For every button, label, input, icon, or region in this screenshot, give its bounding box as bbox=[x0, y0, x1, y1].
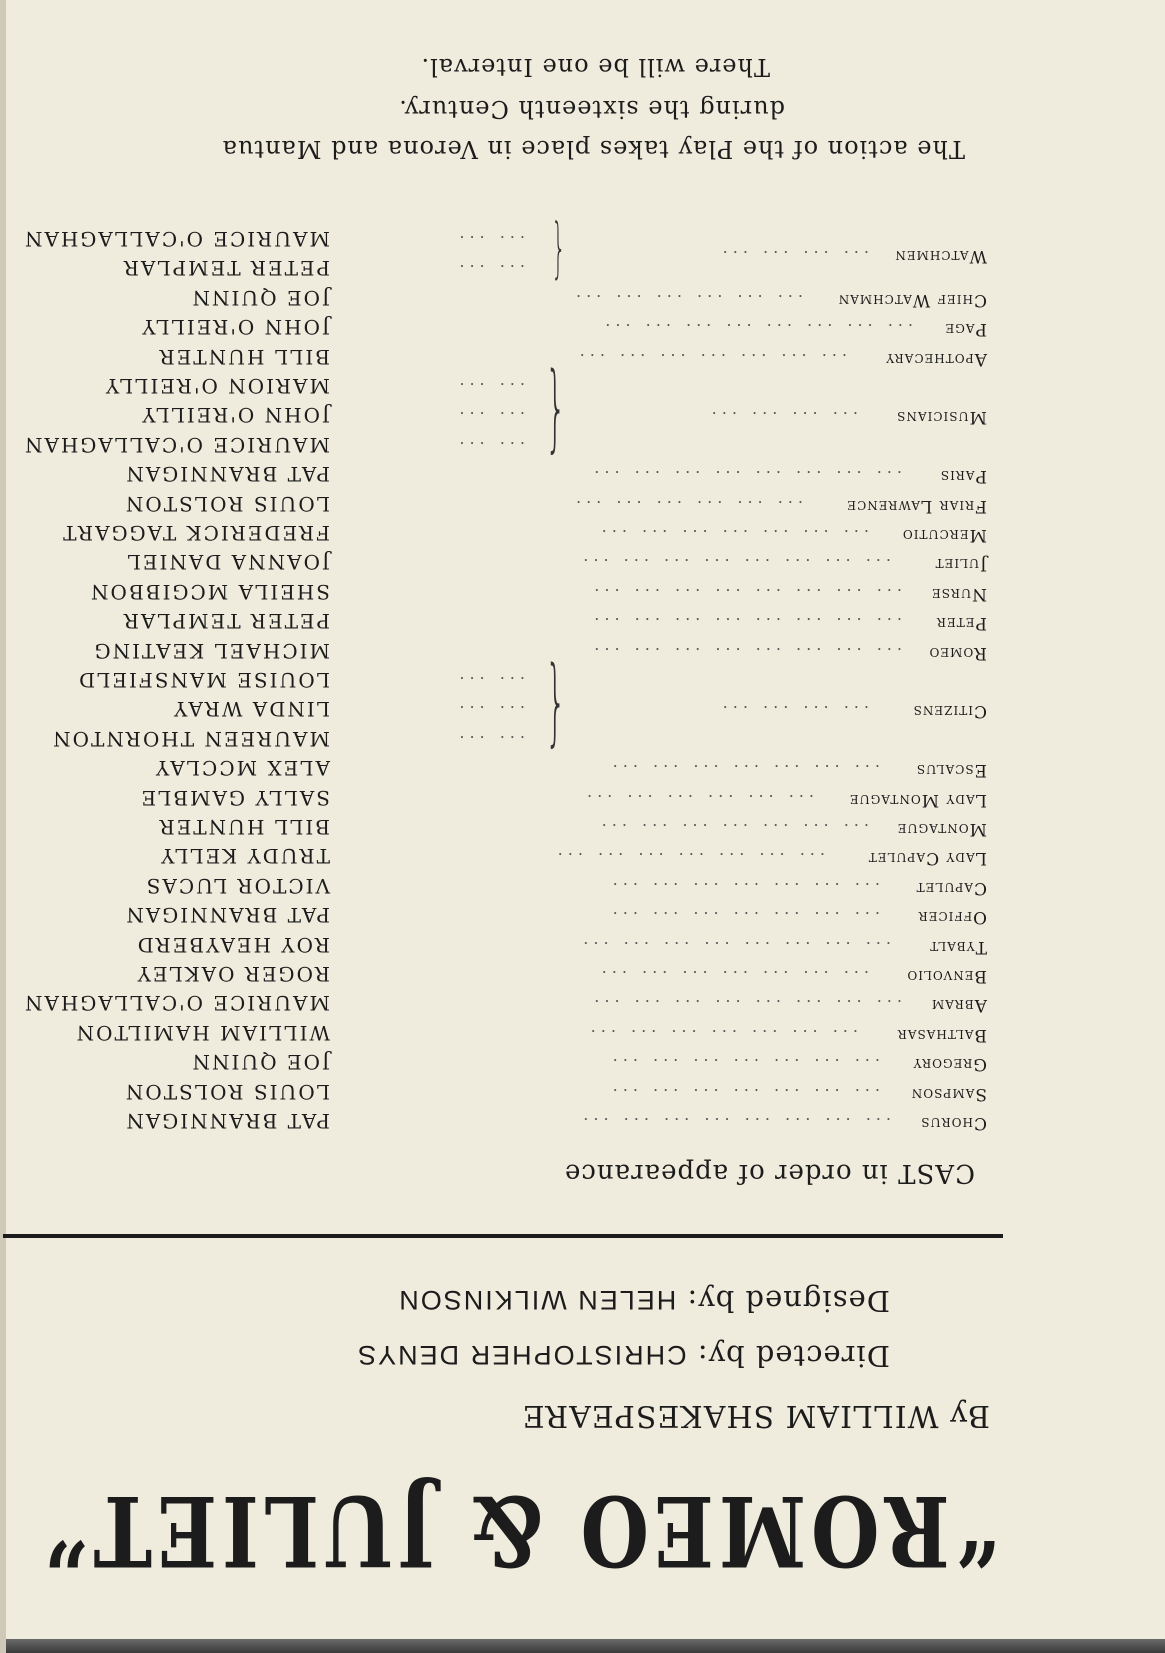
leader-dots: ... ... bbox=[454, 673, 525, 692]
leader-dots: ... ... ... ... ... ... ... bbox=[574, 349, 847, 369]
cast-actor: MAURICE O'CALLAGHAN bbox=[22, 991, 330, 1016]
cast-actor: MARION O'REILLY bbox=[103, 374, 330, 398]
byline: By WILLIAM SHAKESPEARE bbox=[521, 1398, 990, 1433]
leader-dots: ... ... bbox=[454, 731, 525, 751]
director-label: Directed by: bbox=[696, 1339, 890, 1373]
leader-dots: ... ... ... ... bbox=[706, 408, 858, 428]
leader-dots: ... ... bbox=[454, 408, 525, 428]
leader-dots: ... ... ... ... ... ... ... ... bbox=[578, 937, 891, 957]
cast-role: Friar Lawrence bbox=[846, 495, 987, 516]
cast-row bbox=[0, 368, 1165, 398]
cast-role: Mercutio bbox=[901, 525, 987, 545]
cast-actor: FREDERICK TAGGART bbox=[61, 521, 330, 545]
cast-row bbox=[0, 985, 1165, 1015]
leader-dots: ... ... bbox=[454, 702, 525, 722]
leader-dots: ... ... ... ... ... ... ... ... bbox=[589, 584, 902, 604]
cast-actor: VICTOR LUCAS bbox=[144, 873, 330, 898]
cast-row bbox=[0, 456, 1165, 486]
cast-actor: JOHN O'REILLY bbox=[140, 403, 330, 428]
leader-dots: ... ... ... ... ... ... bbox=[571, 290, 803, 310]
cast-actor: JOE QUINN bbox=[190, 285, 330, 310]
leader-dots: ... ... ... ... ... ... ... bbox=[607, 908, 880, 928]
cast-role: Sampson bbox=[910, 1083, 987, 1104]
leader-dots: ... ... bbox=[454, 379, 525, 398]
setting-note: The action of the Play takes place in Verona and Mantua bbox=[221, 135, 965, 163]
cast-actor: TRUDY KELLY bbox=[159, 844, 330, 869]
group-brace: { bbox=[550, 215, 565, 291]
leader-dots: ... ... ... ... ... ... ... bbox=[596, 526, 869, 545]
cast-row bbox=[0, 927, 1165, 957]
cast-role: Apothecary bbox=[885, 348, 987, 369]
cast-role: Peter bbox=[936, 613, 987, 634]
cast-row bbox=[0, 486, 1165, 516]
leader-dots: ... ... bbox=[454, 437, 525, 457]
cast-actor: JOE QUINN bbox=[190, 1050, 330, 1075]
designer-label: Designed by: bbox=[686, 1284, 890, 1318]
leader-dots: ... ... ... ... ... ... ... ... bbox=[589, 614, 902, 634]
cast-role: Escalus bbox=[915, 760, 987, 781]
cast-role: Page bbox=[944, 319, 987, 340]
play-title: “ROMEO & JULIET” bbox=[38, 1474, 1000, 1587]
cast-row bbox=[0, 245, 1165, 281]
leader-dots: ... ... ... ... ... ... ... ... bbox=[589, 996, 902, 1016]
cast-role: Benvolio bbox=[906, 966, 987, 986]
cast-row bbox=[0, 427, 1165, 457]
leader-dots: ... ... ... ... ... ... bbox=[571, 496, 803, 516]
cast-row bbox=[0, 868, 1165, 898]
cast-role: Chief Watchman bbox=[837, 289, 987, 310]
leader-dots: ... ... ... ... ... ... ... ... bbox=[600, 320, 913, 340]
cast-row bbox=[0, 721, 1165, 751]
cast-role: Juliet bbox=[934, 554, 987, 575]
cast-actor: JOANNA DANIEL bbox=[125, 550, 330, 575]
cast-row bbox=[0, 691, 1165, 721]
director-name: CHRISTOPHER DENYS bbox=[356, 1340, 687, 1370]
cast-row bbox=[0, 809, 1165, 839]
cast-actor: WILLIAM HAMILTON bbox=[74, 1020, 330, 1045]
cast-role: Abram bbox=[930, 995, 987, 1016]
leader-dots: ... ... ... ... ... ... ... bbox=[607, 878, 880, 898]
leader-dots: ... ... ... ... ... ... ... ... bbox=[578, 1114, 891, 1133]
leader-dots: ... ... ... ... ... ... ... bbox=[607, 761, 880, 781]
cast-actor: ALEX MCCLAY bbox=[153, 756, 330, 781]
cast-role: Watchmen bbox=[894, 245, 987, 266]
cast-role: Musicians bbox=[896, 407, 987, 428]
cast-row bbox=[0, 1074, 1165, 1104]
interval-note: There will be one Interval. bbox=[420, 53, 770, 81]
cast-actor: MAURICE O'CALLAGHAN bbox=[22, 432, 330, 457]
cast-role: Capulet bbox=[915, 877, 987, 898]
leader-dots: ... ... ... ... ... ... ... ... bbox=[589, 467, 902, 487]
cast-role: Officer bbox=[917, 907, 987, 928]
leader-dots: ... ... ... ... bbox=[717, 246, 869, 266]
cast-row bbox=[0, 1015, 1165, 1045]
cast-role: Paris bbox=[939, 466, 987, 487]
leader-dots: ... ... ... ... ... ... ... bbox=[596, 967, 869, 986]
cast-actor: LOUISE MANSFIELD bbox=[77, 668, 330, 692]
cast-role: Chorus bbox=[920, 1113, 987, 1133]
page-edge-shadow bbox=[0, 1639, 1165, 1653]
cast-actor: BILL HUNTER bbox=[157, 344, 330, 369]
cast-row bbox=[0, 1103, 1165, 1133]
cast-row bbox=[0, 1044, 1165, 1074]
leader-dots: ... ... ... ... bbox=[717, 702, 869, 722]
cast-row bbox=[0, 838, 1165, 868]
cast-role: Balthasar bbox=[896, 1024, 987, 1045]
cast-actor: ROGER OAKLEY bbox=[135, 962, 330, 986]
cast-row bbox=[0, 633, 1165, 663]
cast-row bbox=[0, 897, 1165, 927]
cast-actor: BILL HUNTER bbox=[157, 815, 330, 839]
cast-actor: PAT BRANNIGAN bbox=[124, 1109, 330, 1133]
cast-row bbox=[0, 309, 1165, 339]
leader-dots: ... ... bbox=[454, 232, 525, 251]
cast-actor: JOHN O'REILLY bbox=[140, 315, 330, 340]
leader-dots: ... ... ... ... ... ... ... bbox=[607, 1055, 880, 1075]
cast-actor: PETER TEMPLAR bbox=[121, 609, 330, 634]
cast-row bbox=[0, 574, 1165, 604]
group-brace: { bbox=[544, 653, 565, 763]
cast-row bbox=[0, 662, 1165, 692]
cast-row bbox=[0, 397, 1165, 427]
cast-role: Gregory bbox=[912, 1054, 987, 1075]
leader-dots: ... ... ... ... ... ... ... bbox=[585, 1025, 858, 1045]
cast-actor: ROY HEAYBERD bbox=[135, 932, 330, 957]
cast-row bbox=[0, 221, 1165, 251]
cast-actor: LOUIS ROLSTON bbox=[123, 491, 330, 516]
cast-role: Nurse bbox=[930, 583, 987, 604]
cast-actor: MAURICE O'CALLAGHAN bbox=[22, 227, 330, 251]
cast-actor: MICHAEL KEATING bbox=[92, 638, 330, 663]
cast-row bbox=[0, 780, 1165, 810]
group-brace: { bbox=[544, 359, 565, 469]
cast-role: Romeo bbox=[928, 642, 987, 663]
leader-dots: ... ... bbox=[454, 261, 525, 281]
cast-row bbox=[0, 750, 1165, 780]
director-credit bbox=[356, 1339, 890, 1373]
cast-actor: SALLY GAMBLE bbox=[139, 785, 330, 810]
cast-actor: PAT BRANNIGAN bbox=[124, 903, 330, 928]
leader-dots: ... ... ... ... ... ... ... bbox=[596, 820, 869, 839]
cast-actor: MAUREEN THORNTON bbox=[51, 726, 330, 751]
cast-role: Tybalt bbox=[929, 936, 987, 957]
cast-role: Lady Capulet bbox=[867, 848, 987, 869]
leader-dots: ... ... ... ... ... ... ... bbox=[552, 849, 825, 869]
cast-actor: PETER TEMPLAR bbox=[121, 256, 330, 281]
cast-actor: PAT BRANNIGAN bbox=[124, 462, 330, 487]
designer-credit bbox=[397, 1284, 890, 1318]
cast-row bbox=[0, 339, 1165, 369]
cast-role: Citizens bbox=[912, 701, 987, 722]
leader-dots: ... ... ... ... ... ... ... ... bbox=[589, 643, 902, 663]
leader-dots: ... ... ... ... ... ... bbox=[582, 790, 814, 810]
leader-dots: ... ... ... ... ... ... ... ... bbox=[578, 555, 891, 575]
cast-role: Montague bbox=[896, 819, 987, 839]
designer-name: HELEN WILKINSON bbox=[397, 1285, 677, 1315]
cast-row bbox=[0, 515, 1165, 545]
cast-row bbox=[0, 956, 1165, 986]
cast-actor: SHEILA MCGIBBON bbox=[88, 579, 330, 604]
cast-row bbox=[0, 603, 1165, 633]
cast-actor: LOUIS ROLSTON bbox=[123, 1079, 330, 1104]
cast-role: Lady Montague bbox=[848, 789, 987, 810]
cast-row bbox=[0, 544, 1165, 574]
period-note: during the sixteenth Century. bbox=[398, 95, 785, 123]
cast-row bbox=[0, 280, 1165, 310]
cast-actor: LINDA WRAY bbox=[172, 697, 330, 722]
divider-rule bbox=[3, 1234, 1003, 1238]
cast-heading: CAST in order of appearance bbox=[563, 1158, 975, 1188]
leader-dots: ... ... ... ... ... ... ... bbox=[607, 1084, 880, 1104]
